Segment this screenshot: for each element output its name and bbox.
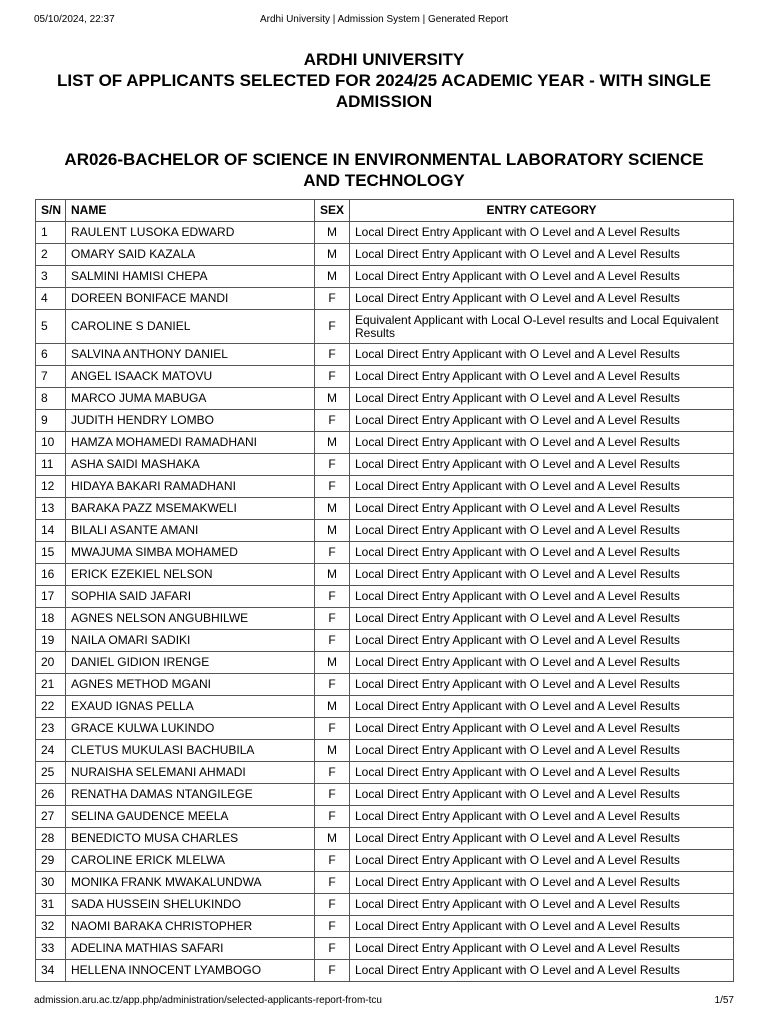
cell-sn: 24 xyxy=(36,740,66,762)
cell-entry-category: Local Direct Entry Applicant with O Level and A Level Results xyxy=(350,366,734,388)
cell-sex: F xyxy=(315,784,350,806)
cell-name: RAULENT LUSOKA EDWARD xyxy=(66,222,315,244)
cell-entry-category: Local Direct Entry Applicant with O Level and A Level Results xyxy=(350,476,734,498)
cell-sex: F xyxy=(315,344,350,366)
cell-name: AGNES NELSON ANGUBHILWE xyxy=(66,608,315,630)
cell-sex: F xyxy=(315,872,350,894)
cell-entry-category: Local Direct Entry Applicant with O Level and A Level Results xyxy=(350,740,734,762)
print-datetime: 05/10/2024, 22:37 xyxy=(34,14,115,25)
cell-entry-category: Local Direct Entry Applicant with O Level and A Level Results xyxy=(350,410,734,432)
cell-sn: 33 xyxy=(36,938,66,960)
table-row xyxy=(36,938,734,960)
cell-name: ERICK EZEKIEL NELSON xyxy=(66,564,315,586)
cell-name: ASHA SAIDI MASHAKA xyxy=(66,454,315,476)
cell-name: JUDITH HENDRY LOMBO xyxy=(66,410,315,432)
cell-entry-category: Local Direct Entry Applicant with O Level and A Level Results xyxy=(350,288,734,310)
table-row xyxy=(36,608,734,630)
cell-entry-category: Local Direct Entry Applicant with O Level and A Level Results xyxy=(350,266,734,288)
cell-sex: F xyxy=(315,762,350,784)
cell-sn: 28 xyxy=(36,828,66,850)
column-header-sn: S/N xyxy=(36,200,66,222)
cell-sn: 25 xyxy=(36,762,66,784)
cell-sex: F xyxy=(315,894,350,916)
cell-entry-category: Local Direct Entry Applicant with O Level and A Level Results xyxy=(350,542,734,564)
cell-sex: M xyxy=(315,520,350,542)
table-row xyxy=(36,410,734,432)
cell-entry-category: Local Direct Entry Applicant with O Level and A Level Results xyxy=(350,652,734,674)
cell-sex: F xyxy=(315,454,350,476)
cell-sn: 4 xyxy=(36,288,66,310)
cell-sex: F xyxy=(315,960,350,982)
cell-sex: F xyxy=(315,586,350,608)
cell-sn: 15 xyxy=(36,542,66,564)
cell-sex: F xyxy=(315,916,350,938)
cell-name: SALMINI HAMISI CHEPA xyxy=(66,266,315,288)
table-row xyxy=(36,244,734,266)
cell-name: EXAUD IGNAS PELLA xyxy=(66,696,315,718)
cell-name: CLETUS MUKULASI BACHUBILA xyxy=(66,740,315,762)
table-row xyxy=(36,784,734,806)
table-row xyxy=(36,740,734,762)
cell-entry-category: Equivalent Applicant with Local O-Level results and Local Equivalent Results xyxy=(350,310,734,344)
page-url: admission.aru.ac.tz/app.php/administration/selected-applicants-report-from-tcu xyxy=(34,995,382,1006)
cell-entry-category: Local Direct Entry Applicant with O Level and A Level Results xyxy=(350,894,734,916)
cell-sex: M xyxy=(315,828,350,850)
list-title: LIST OF APPLICANTS SELECTED FOR 2024/25 ACADEMIC YEAR - WITH SINGLE ADMISSION xyxy=(57,71,711,111)
cell-name: MONIKA FRANK MWAKALUNDWA xyxy=(66,872,315,894)
cell-entry-category: Local Direct Entry Applicant with O Level and A Level Results xyxy=(350,498,734,520)
cell-name: SALVINA ANTHONY DANIEL xyxy=(66,344,315,366)
university-name: ARDHI UNIVERSITY xyxy=(303,50,465,69)
table-row xyxy=(36,894,734,916)
print-header xyxy=(34,14,734,28)
cell-entry-category: Local Direct Entry Applicant with O Level and A Level Results xyxy=(350,850,734,872)
cell-name: ADELINA MATHIAS SAFARI xyxy=(66,938,315,960)
cell-sn: 2 xyxy=(36,244,66,266)
cell-entry-category: Local Direct Entry Applicant with O Level and A Level Results xyxy=(350,244,734,266)
cell-entry-category: Local Direct Entry Applicant with O Level and A Level Results xyxy=(350,388,734,410)
cell-sex: M xyxy=(315,244,350,266)
cell-sn: 7 xyxy=(36,366,66,388)
cell-sex: F xyxy=(315,410,350,432)
cell-name: SADA HUSSEIN SHELUKINDO xyxy=(66,894,315,916)
cell-sex: M xyxy=(315,498,350,520)
cell-name: CAROLINE ERICK MLELWA xyxy=(66,850,315,872)
cell-sex: F xyxy=(315,608,350,630)
cell-entry-category: Local Direct Entry Applicant with O Level and A Level Results xyxy=(350,674,734,696)
cell-entry-category: Local Direct Entry Applicant with O Level and A Level Results xyxy=(350,718,734,740)
table-row xyxy=(36,916,734,938)
cell-entry-category: Local Direct Entry Applicant with O Level and A Level Results xyxy=(350,586,734,608)
table-row xyxy=(36,850,734,872)
cell-sex: M xyxy=(315,222,350,244)
cell-name: RENATHA DAMAS NTANGILEGE xyxy=(66,784,315,806)
cell-entry-category: Local Direct Entry Applicant with O Level and A Level Results xyxy=(350,784,734,806)
table-row xyxy=(36,222,734,244)
cell-sn: 16 xyxy=(36,564,66,586)
cell-sex: F xyxy=(315,542,350,564)
cell-entry-category: Local Direct Entry Applicant with O Level and A Level Results xyxy=(350,938,734,960)
cell-entry-category: Local Direct Entry Applicant with O Level and A Level Results xyxy=(350,344,734,366)
cell-name: NURAISHA SELEMANI AHMADI xyxy=(66,762,315,784)
cell-name: AGNES METHOD MGANI xyxy=(66,674,315,696)
cell-sn: 32 xyxy=(36,916,66,938)
cell-sn: 30 xyxy=(36,872,66,894)
cell-sn: 29 xyxy=(36,850,66,872)
table-header-row xyxy=(36,200,734,222)
table-row xyxy=(36,630,734,652)
cell-sex: F xyxy=(315,476,350,498)
cell-sn: 6 xyxy=(36,344,66,366)
cell-sn: 31 xyxy=(36,894,66,916)
cell-entry-category: Local Direct Entry Applicant with O Level and A Level Results xyxy=(350,828,734,850)
cell-entry-category: Local Direct Entry Applicant with O Level and A Level Results xyxy=(350,630,734,652)
cell-sex: F xyxy=(315,674,350,696)
table-row xyxy=(36,432,734,454)
cell-entry-category: Local Direct Entry Applicant with O Level and A Level Results xyxy=(350,960,734,982)
cell-sn: 3 xyxy=(36,266,66,288)
cell-sn: 14 xyxy=(36,520,66,542)
table-row xyxy=(36,366,734,388)
cell-entry-category: Local Direct Entry Applicant with O Level and A Level Results xyxy=(350,806,734,828)
print-document-title: Ardhi University | Admission System | Generated Report xyxy=(259,14,509,25)
cell-sn: 21 xyxy=(36,674,66,696)
table-body xyxy=(36,222,734,982)
table-row xyxy=(36,344,734,366)
cell-sn: 10 xyxy=(36,432,66,454)
cell-name: NAILA OMARI SADIKI xyxy=(66,630,315,652)
cell-sex: M xyxy=(315,432,350,454)
cell-entry-category: Local Direct Entry Applicant with O Level and A Level Results xyxy=(350,608,734,630)
cell-sn: 8 xyxy=(36,388,66,410)
cell-sn: 27 xyxy=(36,806,66,828)
cell-name: NAOMI BARAKA CHRISTOPHER xyxy=(66,916,315,938)
table-row xyxy=(36,476,734,498)
cell-entry-category: Local Direct Entry Applicant with O Level and A Level Results xyxy=(350,454,734,476)
cell-sn: 23 xyxy=(36,718,66,740)
cell-sn: 20 xyxy=(36,652,66,674)
cell-sex: F xyxy=(315,630,350,652)
cell-name: BENEDICTO MUSA CHARLES xyxy=(66,828,315,850)
cell-name: HELLENA INNOCENT LYAMBOGO xyxy=(66,960,315,982)
cell-name: SOPHIA SAID JAFARI xyxy=(66,586,315,608)
cell-sex: F xyxy=(315,288,350,310)
cell-entry-category: Local Direct Entry Applicant with O Level and A Level Results xyxy=(350,564,734,586)
cell-name: HAMZA MOHAMEDI RAMADHANI xyxy=(66,432,315,454)
table-row xyxy=(36,388,734,410)
report-heading xyxy=(40,49,728,112)
cell-entry-category: Local Direct Entry Applicant with O Level and A Level Results xyxy=(350,762,734,784)
cell-name: GRACE KULWA LUKINDO xyxy=(66,718,315,740)
table-row xyxy=(36,872,734,894)
table-row xyxy=(36,586,734,608)
cell-name: DOREEN BONIFACE MANDI xyxy=(66,288,315,310)
table-row xyxy=(36,762,734,784)
cell-name: MARCO JUMA MABUGA xyxy=(66,388,315,410)
cell-sn: 9 xyxy=(36,410,66,432)
table-row xyxy=(36,520,734,542)
table-row xyxy=(36,266,734,288)
cell-sn: 22 xyxy=(36,696,66,718)
cell-name: BARAKA PAZZ MSEMAKWELI xyxy=(66,498,315,520)
cell-sn: 17 xyxy=(36,586,66,608)
cell-sn: 5 xyxy=(36,310,66,344)
cell-name: DANIEL GIDION IRENGE xyxy=(66,652,315,674)
column-header-sex: SEX xyxy=(315,200,350,222)
cell-name: CAROLINE S DANIEL xyxy=(66,310,315,344)
cell-sex: M xyxy=(315,740,350,762)
cell-sex: F xyxy=(315,806,350,828)
cell-sex: M xyxy=(315,652,350,674)
programme-title: AR026-BACHELOR OF SCIENCE IN ENVIRONMENTAL LABORATORY SCIENCE AND TECHNOLOGY xyxy=(64,150,704,190)
table-row xyxy=(36,828,734,850)
cell-entry-category: Local Direct Entry Applicant with O Level and A Level Results xyxy=(350,916,734,938)
table-row xyxy=(36,696,734,718)
cell-sex: M xyxy=(315,266,350,288)
cell-sn: 18 xyxy=(36,608,66,630)
table-row xyxy=(36,310,734,344)
table-row xyxy=(36,674,734,696)
cell-name: BILALI ASANTE AMANI xyxy=(66,520,315,542)
print-footer xyxy=(34,995,734,1009)
column-header-name: NAME xyxy=(66,200,315,222)
page-number: 1/57 xyxy=(714,995,734,1006)
cell-sn: 26 xyxy=(36,784,66,806)
table-row xyxy=(36,564,734,586)
table-row xyxy=(36,652,734,674)
cell-name: MWAJUMA SIMBA MOHAMED xyxy=(66,542,315,564)
cell-sex: F xyxy=(315,938,350,960)
table-row xyxy=(36,454,734,476)
column-header-entry-category: ENTRY CATEGORY xyxy=(350,200,734,222)
cell-sex: M xyxy=(315,388,350,410)
table-row xyxy=(36,718,734,740)
cell-name: HIDAYA BAKARI RAMADHANI xyxy=(66,476,315,498)
cell-name: ANGEL ISAACK MATOVU xyxy=(66,366,315,388)
cell-name: OMARY SAID KAZALA xyxy=(66,244,315,266)
cell-sex: M xyxy=(315,564,350,586)
cell-sn: 34 xyxy=(36,960,66,982)
cell-sn: 19 xyxy=(36,630,66,652)
cell-sex: F xyxy=(315,310,350,344)
cell-sex: M xyxy=(315,696,350,718)
cell-entry-category: Local Direct Entry Applicant with O Level and A Level Results xyxy=(350,520,734,542)
cell-sn: 13 xyxy=(36,498,66,520)
cell-entry-category: Local Direct Entry Applicant with O Level and A Level Results xyxy=(350,222,734,244)
table-row xyxy=(36,806,734,828)
cell-name: SELINA GAUDENCE MEELA xyxy=(66,806,315,828)
cell-entry-category: Local Direct Entry Applicant with O Level and A Level Results xyxy=(350,696,734,718)
cell-entry-category: Local Direct Entry Applicant with O Level and A Level Results xyxy=(350,872,734,894)
cell-sex: F xyxy=(315,366,350,388)
applicants-table xyxy=(35,199,734,982)
table-row xyxy=(36,542,734,564)
table-row xyxy=(36,498,734,520)
table-row xyxy=(36,960,734,982)
cell-sn: 1 xyxy=(36,222,66,244)
cell-sn: 11 xyxy=(36,454,66,476)
cell-sex: F xyxy=(315,850,350,872)
cell-entry-category: Local Direct Entry Applicant with O Level and A Level Results xyxy=(350,432,734,454)
cell-sn: 12 xyxy=(36,476,66,498)
table-row xyxy=(36,288,734,310)
cell-sex: F xyxy=(315,718,350,740)
